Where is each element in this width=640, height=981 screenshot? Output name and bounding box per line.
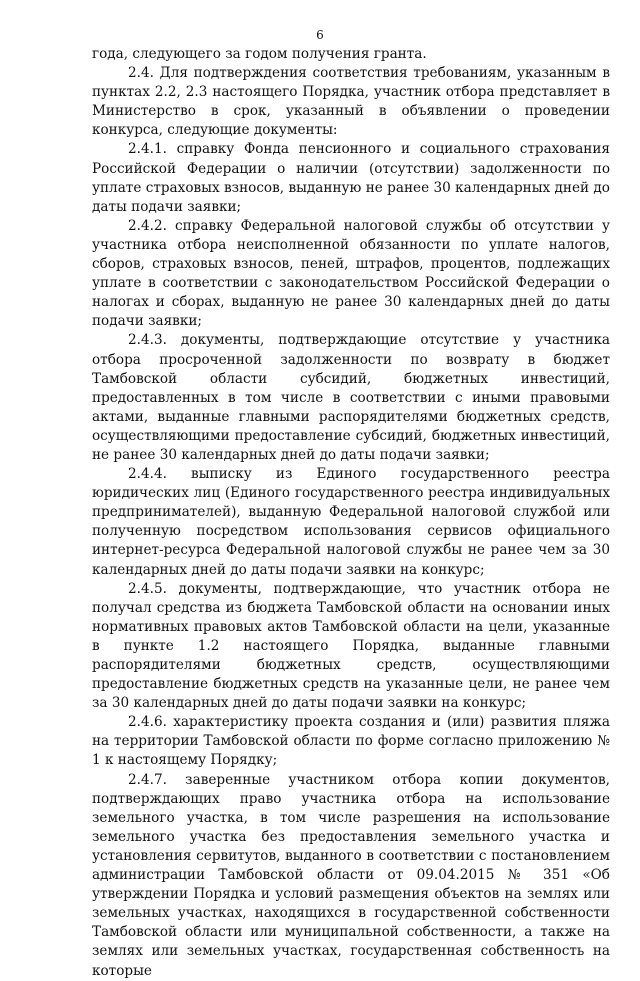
- paragraph-2-4-2: 2.4.2. справку Федеральной налоговой службы об отсутствии у участника отбора неисполненной обязанности по уплате налогов, сборов, страховых взносов, пеней, штрафов, процентов, подлежащих уплате в соответствии с законодательством Российской Федерации о налогах и сборах, выданную не ранее 30 календарных дней до даты подачи заявки;: [92, 217, 610, 330]
- paragraph-continuation: года, следующего за годом получения гранта.: [92, 46, 427, 62]
- paragraph-2-4: 2.4. Для подтверждения соответствия требованиям, указанным в пунктах 2.2, 2.3 настоящего Порядка, участник отбора представляет в Министерство в срок, указанный в объявлении о проведении конкурса, следующие документы:: [92, 65, 610, 139]
- paragraph-2-4-3: 2.4.3. документы, подтверждающие отсутствие у участника отбора просроченной задолженности по возврату в бюджет Тамбовской области субсидий, бюджетных инвестиций, предоставленных в том числе в соответствии с иными правовыми актами, выданные главными распорядителями бюджетных средств, осуществляющими предоставление субсидий, бюджетных инвестиций, не ранее 30 календарных дней до даты подачи заявки;: [92, 332, 610, 463]
- paragraph-2-4-6: 2.4.6. характеристику проекта создания и (или) развития пляжа на территории Тамбовской области по форме согласно приложению № 1 к настоящему Порядку;: [92, 714, 610, 769]
- paragraph-2-4-1: 2.4.1. справку Фонда пенсионного и социального страхования Российской Федерации о наличии (отсутствии) задолженности по уплате страховых взносов, выданную не ранее 30 календарных дней до даты подачи заявки;: [92, 141, 610, 215]
- paragraph-2-4-7: 2.4.7. заверенные участником отбора копии документов, подтверждающих право участника отбора на использование земельного участка, в том числе разрешения на использование земельного участка без предоставления земельного участка и установления сервитутов, выданного в соответствии с постановлением администрации Тамбовской области от 09.04.2015 № 351 «Об утверждении Порядка и условий размещения объектов на землях или земельных участках, находящихся в государственной собственности Тамбовской области или муниципальной собственности, а также на землях или земельных участках, государственная собственность на которые: [92, 771, 610, 979]
- paragraph-2-4-5: 2.4.5. документы, подтверждающие, что участник отбора не получал средства из бюджета Тамбовской области на основании иных нормативных правовых актов Тамбовской области на цели, указанные в пункте 1.2 настоящего Порядка, выданные главными распорядителями бюджетных средств, осуществляющими предоставление бюджетных средств на указанные цели, не ранее чем за 30 календарных дней до даты подачи заявки на конкурс;: [92, 580, 610, 712]
- paragraph-2-4-4: 2.4.4. выписку из Единого государственного реестра юридических лиц (Единого государственного реестра индивидуальных предпринимателей), выданную Федеральной налоговой службой или полученную посредством использования сервисов официального интернет-ресурса Федеральной налоговой службы не ранее чем за 30 календарных дней до даты подачи заявки на конкурс;: [92, 466, 610, 578]
- document-body: [92, 45, 610, 981]
- page-number: 6: [316, 28, 324, 42]
